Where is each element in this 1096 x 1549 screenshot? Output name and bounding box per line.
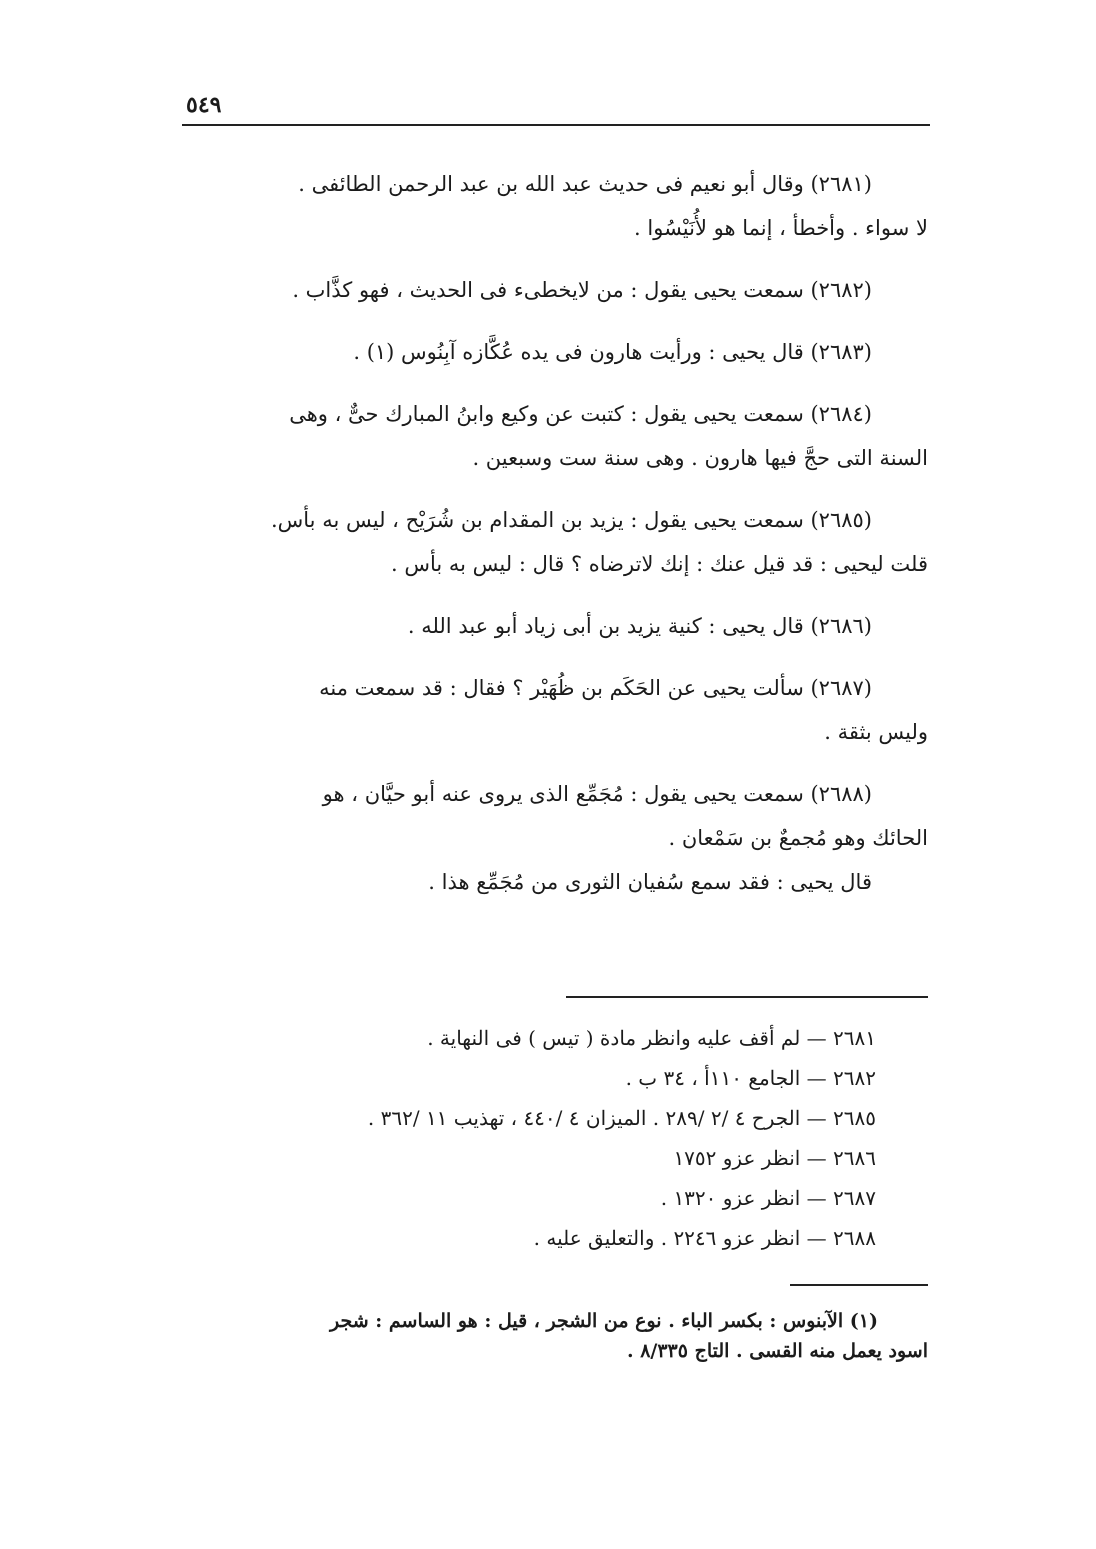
entry-line: (٢٦٨٧) سألت يحيى عن الحَكَم بن ظُهَيْر ؟ فقال : قد سمعت منه (319, 676, 872, 700)
source-note: ٢٦٨٢ — الجامع ١١٠أ ، ٣٤ ب . (625, 1066, 876, 1090)
entry-line: لا سواء . وأخطأ ، إنما هو لأُنَيْسُوا . (634, 216, 928, 240)
source-note: ٢٦٨٨ — انظر عزو ٢٢٤٦ . والتعليق عليه . (533, 1226, 876, 1250)
entry-2682 (196, 268, 928, 312)
entry-line: (٢٦٨٦) قال يحيى : كنية يزيد بن أبى زياد أبو عبد الله . (407, 614, 872, 638)
page-number: ٥٤٩ (186, 92, 222, 118)
entry-line: وليس بثقة . (824, 720, 928, 744)
entry-2687 (196, 666, 928, 754)
entry-2681 (196, 162, 928, 250)
entry-2686 (196, 604, 928, 648)
entry-line: (٢٦٨٨) سمعت يحيى يقول : مُجَمِّع الذى يروى عنه أبو حيَّان ، هو (322, 782, 872, 806)
notes-separator (566, 996, 928, 998)
header-rule (182, 124, 930, 126)
entry-line: (٢٦٨١) وقال أبو نعيم فى حديث عبد الله بن عبد الرحمن الطائفى . (298, 172, 872, 196)
entry-line: (٢٦٨٥) سمعت يحيى يقول : يزيد بن المقدام بن شُرَيْح ، ليس به بأس. (270, 508, 872, 532)
source-note: ٢٦٨١ — لم أقف عليه وانظر مادة ( تيس ) فى النهاية . (427, 1026, 876, 1050)
source-notes (196, 1018, 876, 1258)
entry-line: (٢٦٨٣) قال يحيى : ورأيت هارون فى يده عُكَّازه آبِنُوس (١) . (353, 340, 872, 364)
entry-line: (٢٦٨٢) سمعت يحيى يقول : من لايخطىء فى الحديث ، فهو كذَّاب . (292, 278, 872, 302)
footnote (182, 1306, 928, 1366)
source-note: ٢٦٨٥ — الجرح ٤ /٢ /٢٨٩ . الميزان ٤ /٤٤٠ ، تهذيب ١١ /٣٦٢ . (367, 1106, 876, 1130)
source-note: ٢٦٨٦ — انظر عزو ١٧٥٢ (673, 1146, 876, 1170)
main-text (196, 162, 928, 922)
entry-line: قلت ليحيى : قد قيل عنك : إنك لاترضاه ؟ قال : ليس به بأس . (390, 552, 928, 576)
entry-line: السنة التى حجَّ فيها هارون . وهى سنة ست وسبعين . (472, 446, 928, 470)
entry-2683 (196, 330, 928, 374)
source-note: ٢٦٨٧ — انظر عزو ١٣٢٠ . (660, 1186, 876, 1210)
entry-line: الحائك وهو مُجمعٌ بن سَمْعان . (668, 826, 928, 850)
footnote-line: (١) الآبنوس : بكسر الباء . نوع من الشجر ، قيل : هو الساسم : شجر (329, 1310, 878, 1332)
entry-line: (٢٦٨٤) سمعت يحيى يقول : كتبت عن وكيع وابنُ المبارك حىٌّ ، وهى (289, 402, 872, 426)
entry-2684 (196, 392, 928, 480)
entry-2688 (196, 772, 928, 904)
footnote-line: اسود يعمل منه القسى . التاج ٨/٣٣٥ . (626, 1340, 928, 1362)
entry-2685 (196, 498, 928, 586)
footnote-separator (790, 1284, 928, 1286)
entry-line: قال يحيى : فقد سمع سُفيان الثورى من مُجَمِّع هذا . (428, 870, 872, 894)
